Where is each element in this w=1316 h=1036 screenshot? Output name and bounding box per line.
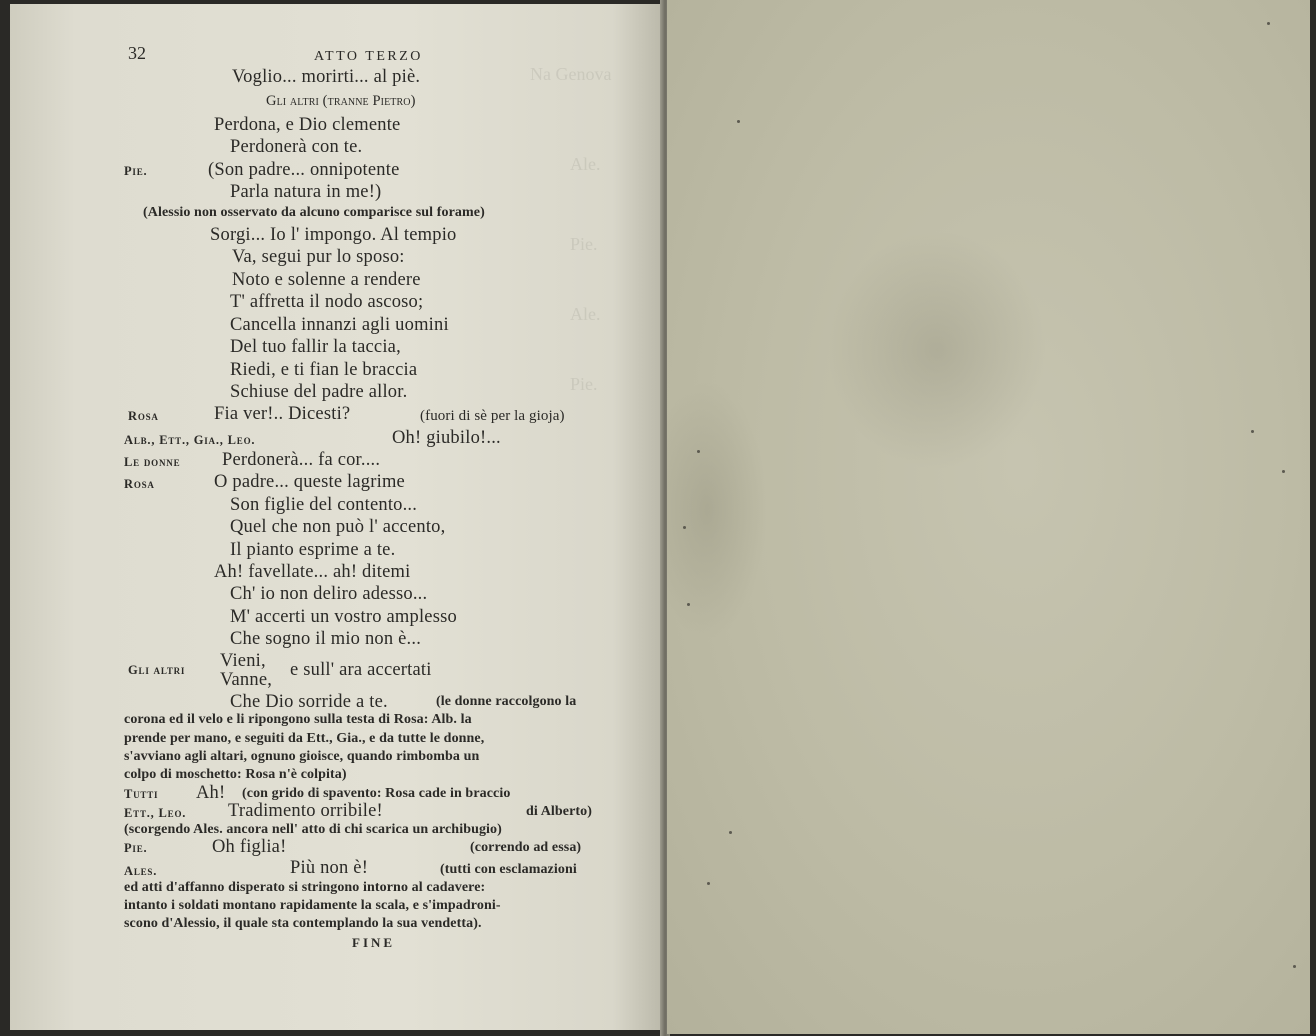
paper-speck xyxy=(687,603,690,606)
verse-line: Voglio... morirti... al piè. xyxy=(232,67,421,87)
verse-line: e sull' ara accertati xyxy=(290,660,432,680)
paper-stain xyxy=(827,230,1047,470)
paper-speck xyxy=(707,882,710,885)
paper-speck xyxy=(683,526,686,529)
speaker-label: Pie. xyxy=(124,164,148,178)
paper-speck xyxy=(729,831,732,834)
paper-stain xyxy=(667,380,767,640)
verse-line: Ah! xyxy=(196,783,226,803)
verse-line: O padre... queste lagrime xyxy=(214,472,405,492)
speaker-label: Gli altri xyxy=(128,663,186,677)
stage-direction: (Alessio non osservato da alcuno comparisce sul forame) xyxy=(143,205,485,220)
end-marker: FINE xyxy=(352,935,396,950)
speaker-label: Rosa xyxy=(124,477,155,491)
verse-line: T' affretta il nodo ascoso; xyxy=(230,292,424,312)
verse-line: Perdona, e Dio clemente xyxy=(214,115,401,135)
speaker-label: Rosa xyxy=(128,409,159,423)
speaker-label: Tutti xyxy=(124,787,159,801)
verse-line: Ch' io non deliro adesso... xyxy=(230,584,428,604)
verse-line: Oh! giubilo!... xyxy=(392,428,501,448)
verse-line: Parla natura in me!) xyxy=(230,182,382,202)
stage-direction: (scorgendo Ales. ancora nell' atto di chi scarica un archibugio) xyxy=(124,822,502,837)
stage-direction: scono d'Alessio, il quale sta contemplando la sua vendetta). xyxy=(124,916,482,931)
verse-line: Vieni, xyxy=(220,651,266,671)
verse-line: Vanne, xyxy=(220,670,273,690)
stage-direction: s'avviano agli altari, ognuno gioisce, quando rimbomba un xyxy=(124,749,480,764)
stage-direction: (tutti con esclamazioni xyxy=(440,862,577,877)
verse-line: Del tuo fallir la taccia, xyxy=(230,337,401,357)
verse-line: Che Dio sorride a te. xyxy=(230,692,388,712)
right-page xyxy=(667,0,1310,1034)
verse-line: Noto e solenne a rendere xyxy=(232,270,421,290)
verse-line: Perdonerà... fa cor.... xyxy=(222,450,381,470)
verse-line: Il pianto esprime a te. xyxy=(230,540,396,560)
stage-direction: di Alberto) xyxy=(526,804,593,819)
verse-line: Fia ver!.. Dicesti? xyxy=(214,404,351,424)
stage-direction: (le donne raccolgono la xyxy=(436,694,577,709)
verse-line: Sorgi... Io l' impongo. Al tempio xyxy=(210,225,457,245)
speaker-label: Le donne xyxy=(124,455,181,469)
verse-line: Tradimento orribile! xyxy=(228,801,383,821)
verse-line: Schiuse del padre allor. xyxy=(230,382,408,402)
speaker-label: Pie. xyxy=(124,841,148,855)
verse-line: Oh figlia! xyxy=(212,837,287,857)
stage-direction: colpo di moschetto: Rosa n'è colpita) xyxy=(124,767,347,782)
verse-line: Cancella innanzi agli uomini xyxy=(230,315,449,335)
speaker-label: Alb., Ett., Gia., Leo. xyxy=(124,433,256,447)
verse-line: Va, segui pur lo sposo: xyxy=(232,247,405,267)
paper-speck xyxy=(1251,430,1254,433)
stage-direction: (fuori di sè per la gioja) xyxy=(420,408,565,424)
stage-direction: prende per mano, e seguiti da Ett., Gia., e da tutte le donne, xyxy=(124,731,485,746)
verse-line: M' accerti un vostro amplesso xyxy=(230,607,457,627)
paper-speck xyxy=(737,120,740,123)
speaker-label: Ett., Leo. xyxy=(124,806,187,820)
verse-line: Son figlie del contento... xyxy=(230,495,418,515)
verse-line: Riedi, e ti fian le braccia xyxy=(230,360,418,380)
page-number: 32 xyxy=(128,43,146,63)
stage-direction: intanto i soldati montano rapidamente la scala, e s'impadroni- xyxy=(124,898,501,913)
stage-direction: corona ed il velo e li ripongono sulla testa di Rosa: Alb. la xyxy=(124,712,472,727)
stage-direction: (con grido di spavento: Rosa cade in braccio xyxy=(242,786,511,801)
paper-speck xyxy=(1282,470,1285,473)
paper-speck xyxy=(1267,22,1270,25)
paper-speck xyxy=(1293,965,1296,968)
left-page: Na Genova Ale. Pie. Ale. Pie. 32 ATTO TERZO Voglio... morirti... al piè. Gli altri (tranne Pietro) Perdona, e Dio clemente Perdonerà con te. Pie. (Son padre... onnipotente Parla natura in me!) (Alessio non osservato da alcuno comparisce sul forame) Sorgi... Io l' impongo. Al tempio Va, segui pur lo sposo: Noto e solenne a rendere T' affretta il nodo ascoso; Cancella innanzi agli uomini Del tuo fallir la taccia, Riedi, e ti fian le braccia Schiuse del padre allor. Rosa Fia ver!.. Dicesti? (fuori di sè per la gioja) Alb., Ett., Gia., Leo. Oh! giubilo!... Le donne Perdonerà... fa cor.... Rosa O padre... queste lagrime Son figlie del contento... Quel che non può l' accento, Il pianto esprime a te. Ah! favellate... ah! ditemi Ch' io non deliro adesso... M' accerti un vostro amplesso Che sogno il mio non è... Gli altri Vieni, Vanne, e sull' ara accertati Che Dio sorride a te. (le donne raccolgono la corona ed il velo e li ripongono sulla testa di Rosa: Alb. la prende per mano, e seguiti da Ett., Gia., e da tutte le donne, s'avviano agli altari, ognuno gioisce, quando rimbomba un colpo di moschetto: Rosa n'è colpita) Tutti Ah! (con grido di spavento: Rosa cade in braccio Ett., Leo. Tradimento orribile! di Alberto) (scorgendo Ales. ancora nell' atto di chi scarica un archibugio) Pie. Oh figlia! (correndo ad essa) Ales. Più non è! (tutti con esclamazioni ed atti d'affanno disperato si stringono intorno al cadavere: intanto i soldati montano rapidamente la scala, e s'impadroni- scono d'Alessio, il quale sta contemplando la sua vendetta). FINE xyxy=(10,4,665,1030)
speaker-label: Ales. xyxy=(124,864,158,878)
stage-direction: (correndo ad essa) xyxy=(470,840,582,855)
verse-line: Più non è! xyxy=(290,858,369,878)
verse-line: Perdonerà con te. xyxy=(230,137,363,157)
running-header: ATTO TERZO xyxy=(314,49,423,64)
verse-line: Quel che non può l' accento, xyxy=(230,517,446,537)
stage-direction: ed atti d'affanno disperato si stringono intorno al cadavere: xyxy=(124,880,486,895)
verse-line: Ah! favellate... ah! ditemi xyxy=(214,562,411,582)
verse-line: Che sogno il mio non è... xyxy=(230,629,422,649)
stage-direction: Gli altri (tranne Pietro) xyxy=(266,93,416,109)
paper-speck xyxy=(697,450,700,453)
verse-line: (Son padre... onnipotente xyxy=(208,160,400,180)
